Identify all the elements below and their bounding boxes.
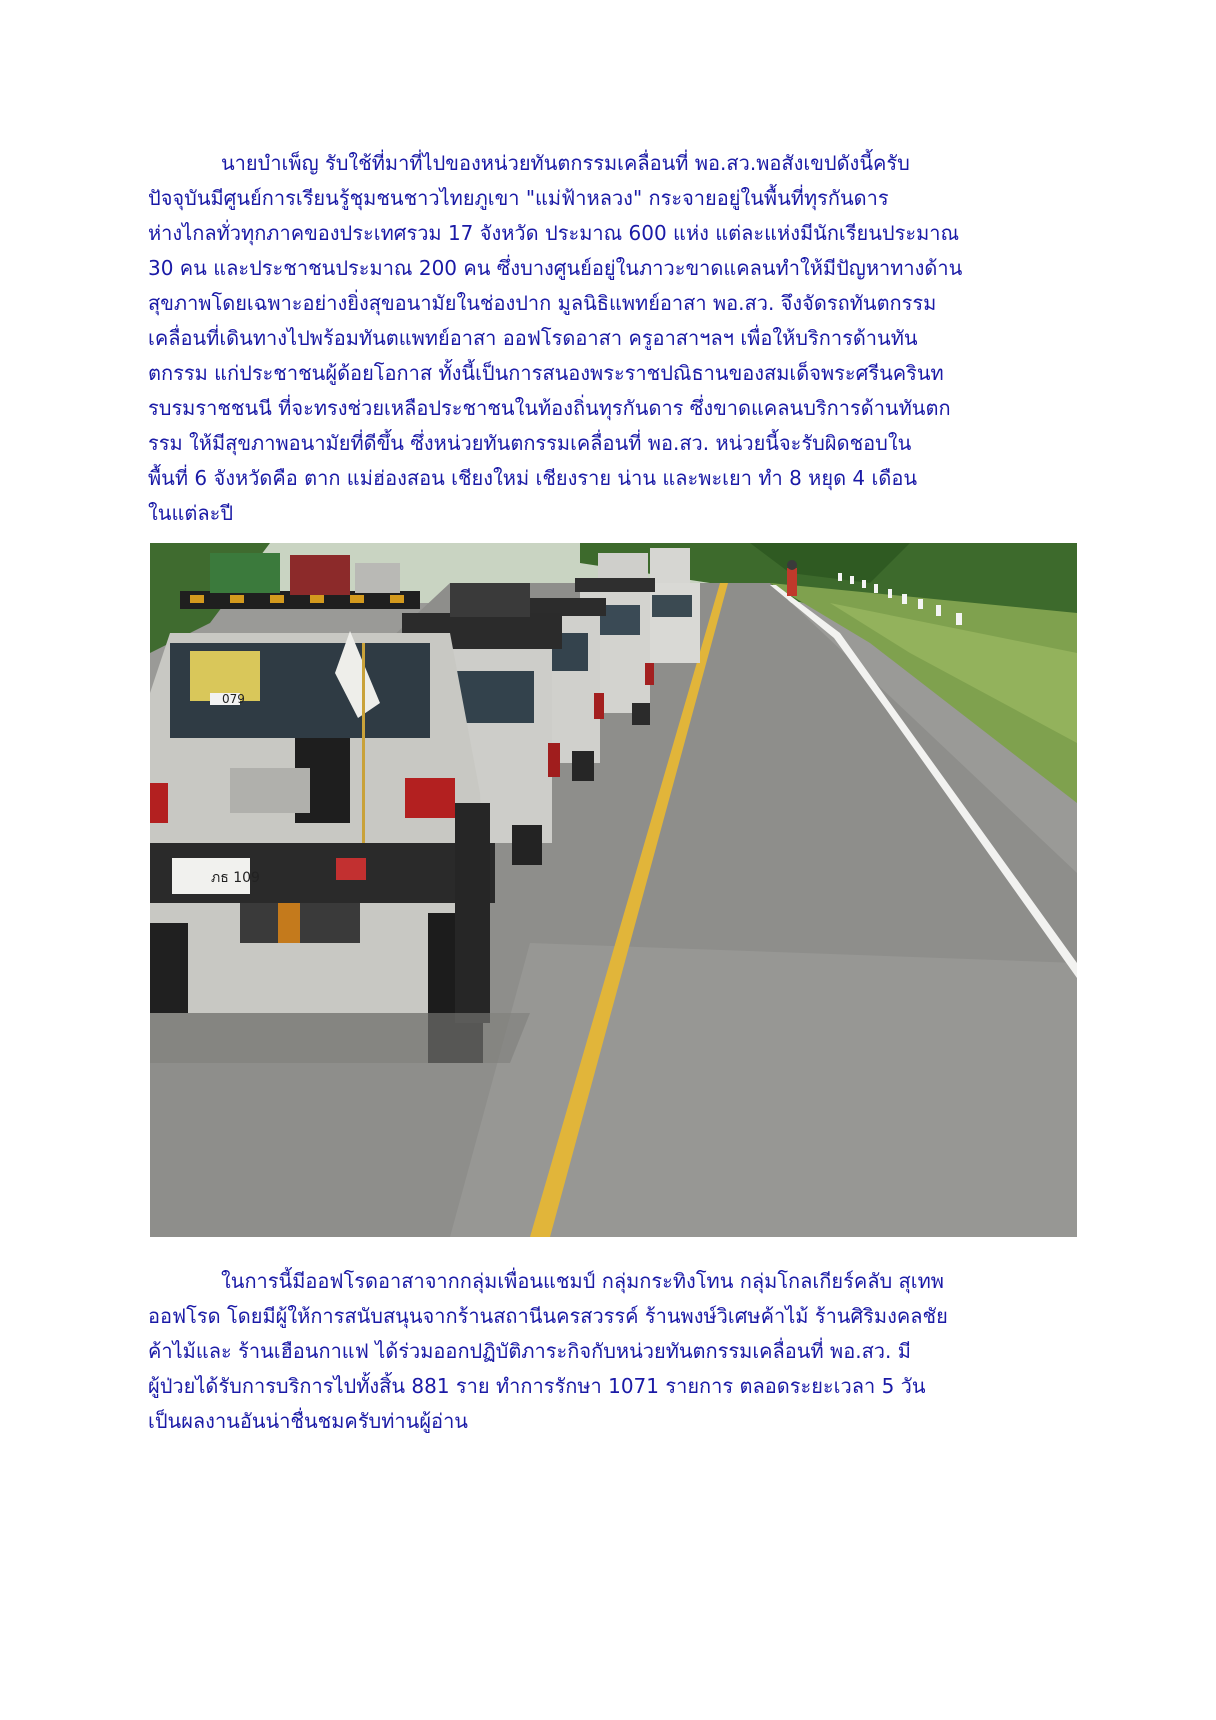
text-line: ค้าไม้และ ร้านเฮือนกาแฟ ได้ร่วมออกปฏิบัติภาระกิจกับหน่วยทันตกรรมเคลื่อนที่ พอ.สว. มี bbox=[148, 1339, 911, 1363]
text-line: เป็นผลงานอันน่าชื่นชมครับท่านผู้อ่าน bbox=[148, 1409, 468, 1433]
text-line: ตกรรม แก่ประชาชนผู้ด้อยโอกาส ทั้งนี้เป็นการสนองพระราชปณิธานของสมเด็จพระศรีนครินท bbox=[148, 361, 944, 385]
text-line: รรม ให้มีสุขภาพอนามัยที่ดีขึ้น ซึ่งหน่วยทันตกรรมเคลื่อนที่ พอ.สว. หน่วยนี้จะรับผิดชอบใน bbox=[148, 431, 912, 455]
rear-sticker-number: 079 bbox=[222, 692, 245, 706]
text-line: ผู้ป่วยได้รับการบริการไปทั้งสิ้น 881 ราย ทำการรักษา 1071 รายการ ตลอดระยะเวลา 5 วัน bbox=[148, 1374, 926, 1398]
text-line: ในแต่ละปี bbox=[148, 501, 234, 525]
text-line: รบรมราชชนนี ที่จะทรงช่วยเหลือประชาชนในท้องถิ่นทุรกันดาร ซึ่งขาดแคลนบริการด้านทันตก bbox=[148, 396, 951, 420]
license-plate-text: ภธ 109 bbox=[211, 870, 260, 886]
text-line: ในการนี้มีออฟโรดอาสาจากกลุ่มเพื่อนแชมป์ กลุ่มกระทิงโทน กลุ่มโกลเกียร์คลับ สุเทพ bbox=[221, 1269, 944, 1293]
paragraph-results bbox=[148, 1264, 1088, 1439]
paragraph-intro bbox=[148, 146, 1088, 531]
text-line: ออฟโรด โดยมีผู้ให้การสนับสนุนจากร้านสถานีนครสวรรค์ ร้านพงษ์วิเศษค้าไม้ ร้านศิริมงคลชัย bbox=[148, 1304, 948, 1328]
text-line: นายบำเพ็ญ รับใช้ที่มาที่ไปของหน่วยทันตกรรมเคลื่อนที่ พอ.สว.พอสังเขปดังนี้ครับ bbox=[221, 151, 910, 175]
text-line: 30 คน และประชาชนประมาณ 200 คน ซึ่งบางศูนย์อยู่ในภาวะขาดแคลนทำให้มีปัญหาทางด้าน bbox=[148, 256, 963, 280]
text-line: สุขภาพโดยเฉพาะอย่างยิ่งสุขอนามัยในช่องปาก มูลนิธิแพทย์อาสา พอ.สว. จึงจัดรถทันตกรรม bbox=[148, 291, 937, 315]
text-line: ห่างไกลทั่วทุกภาคของประเทศรวม 17 จังหวัด ประมาณ 600 แห่ง แต่ละแห่งมีนักเรียนประมาณ bbox=[148, 221, 960, 245]
convoy-road-photo bbox=[150, 543, 1077, 1237]
text-line: พื้นที่ 6 จังหวัดคือ ตาก แม่ฮ่องสอน เชียงใหม่ เชียงราย น่าน และพะเยา ทำ 8 หยุด 4 เดือน bbox=[148, 466, 918, 490]
text-line: ปัจจุบันมีศูนย์การเรียนรู้ชุมชนชาวไทยภูเขา "แม่ฟ้าหลวง" กระจายอยู่ในพื้นที่ทุรกันดาร bbox=[148, 186, 889, 210]
text-line: เคลื่อนที่เดินทางไปพร้อมทันตแพทย์อาสา ออฟโรดอาสา ครูอาสาฯลฯ เพื่อให้บริการด้านทัน bbox=[148, 326, 918, 350]
